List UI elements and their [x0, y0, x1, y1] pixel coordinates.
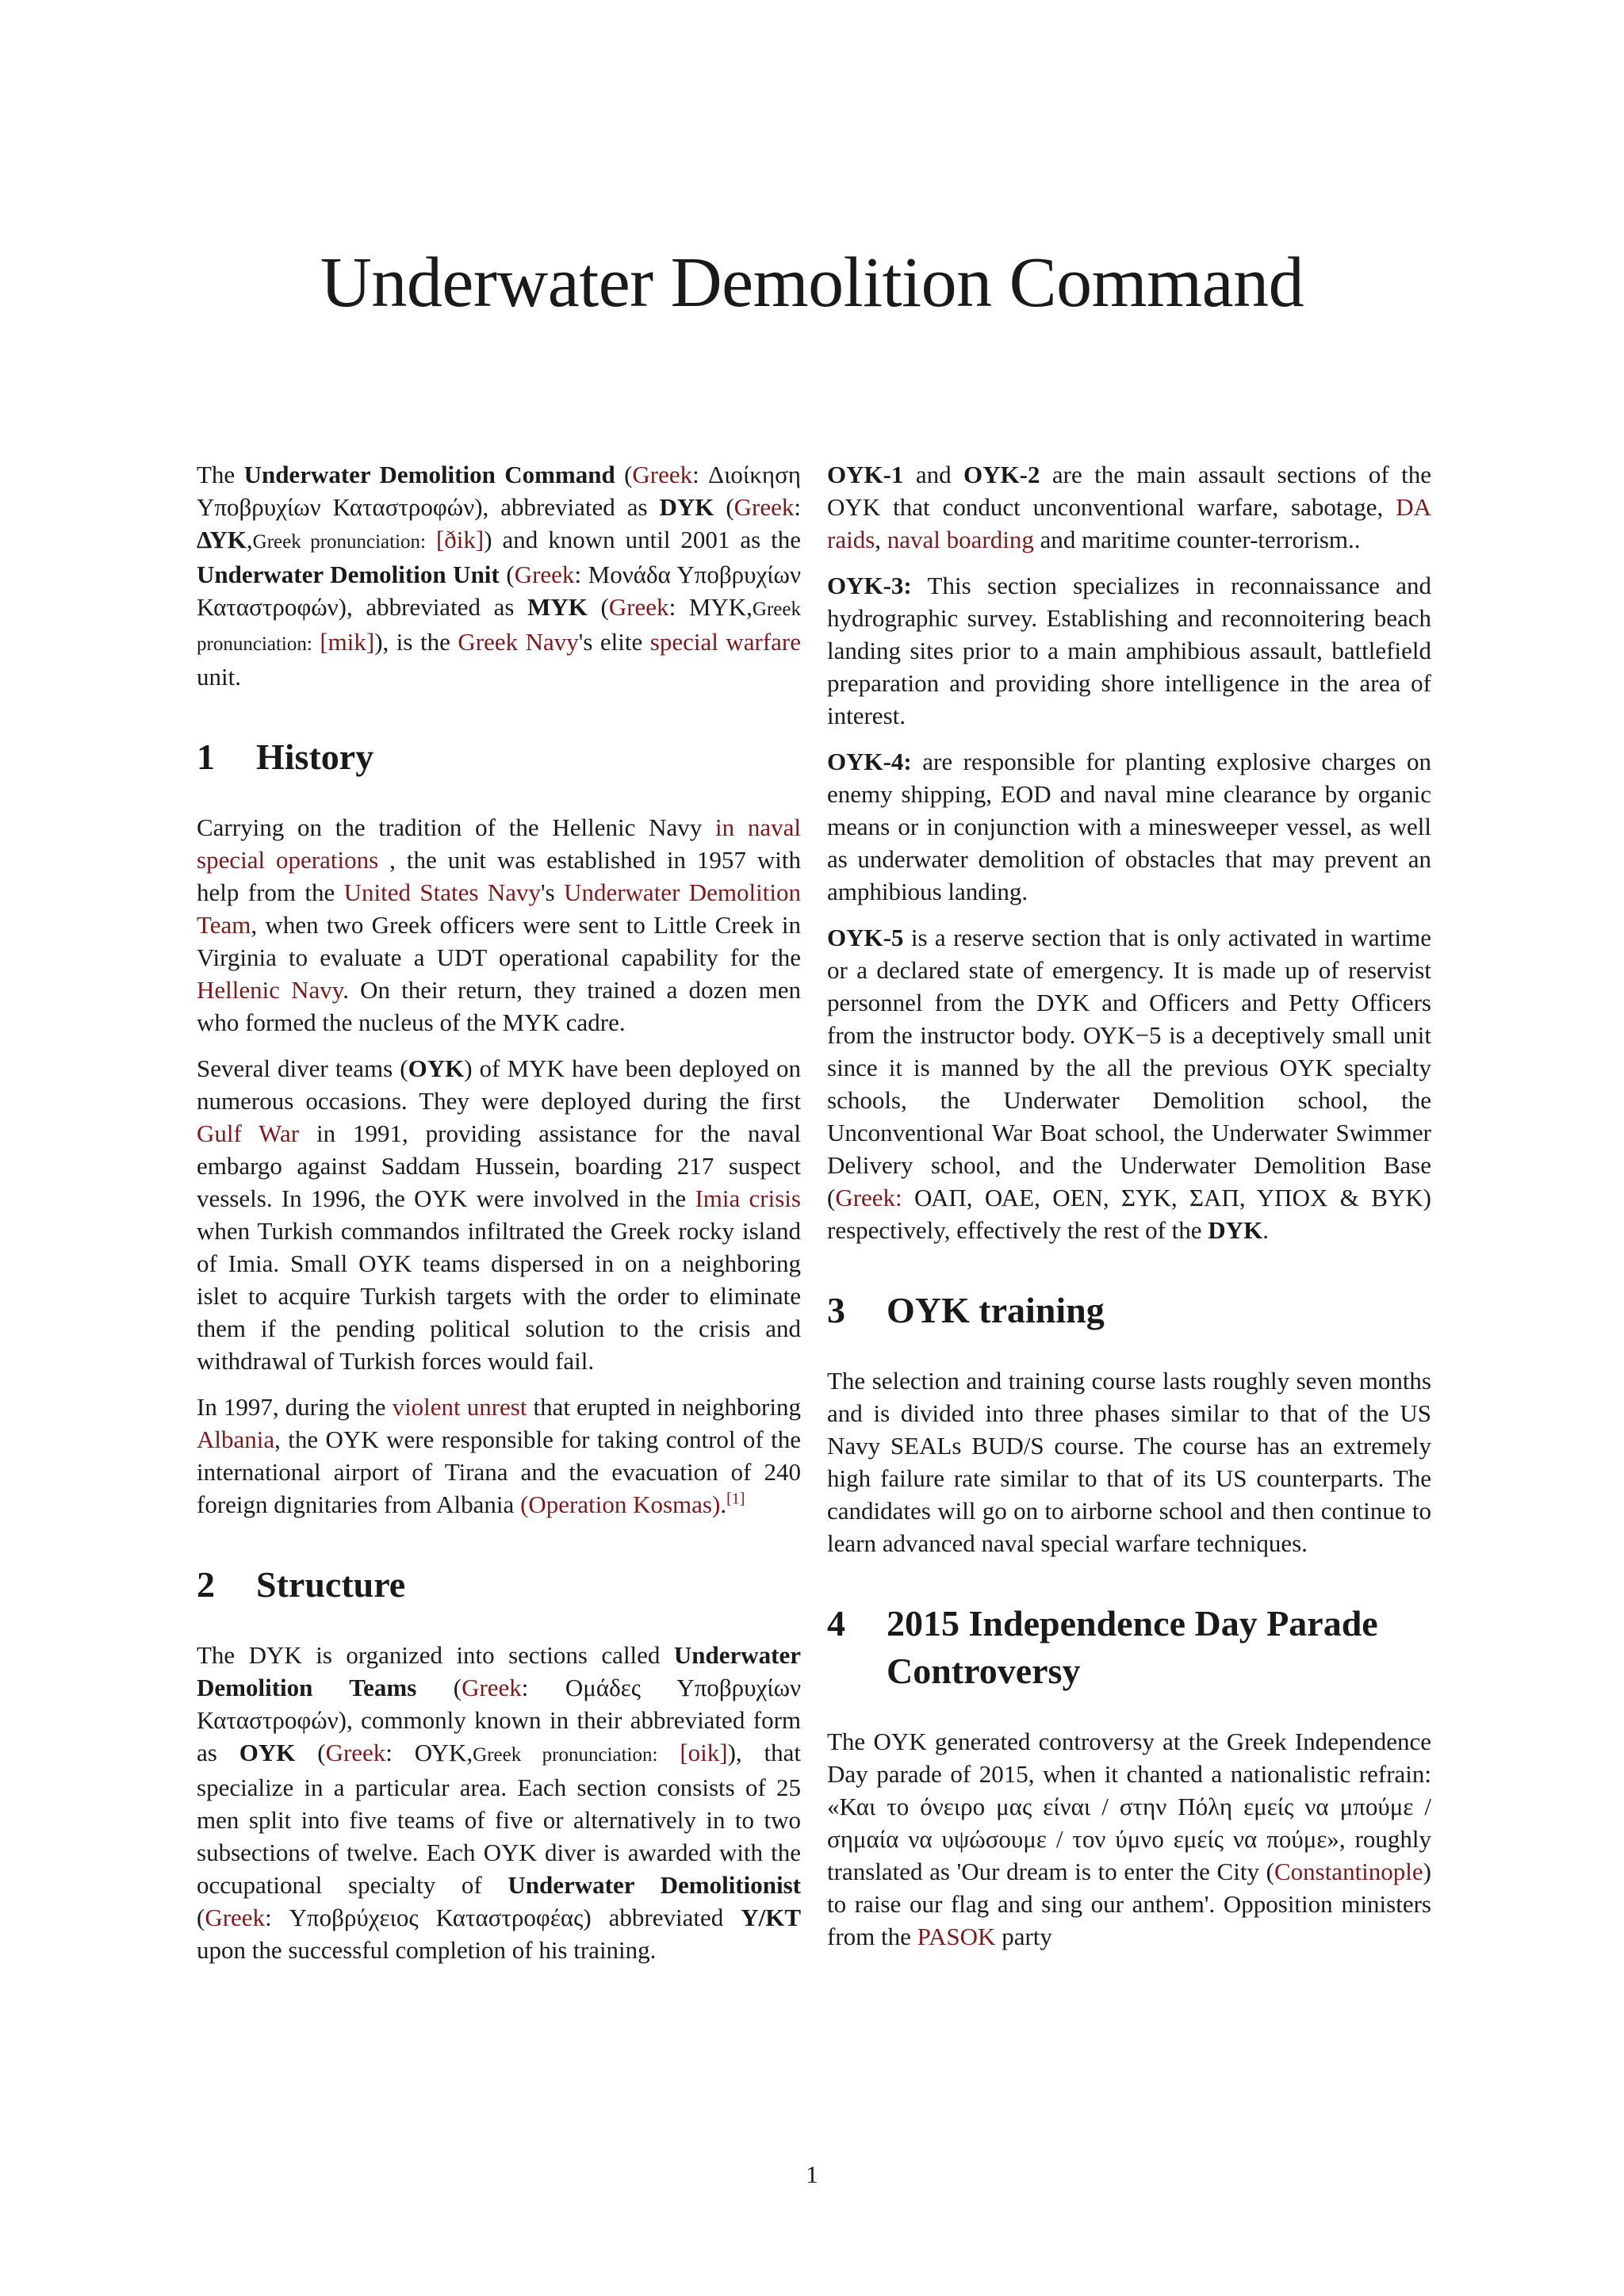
page-number: 1	[806, 2160, 818, 2188]
training-heading: 3 OYK training	[827, 1290, 1105, 1330]
training-paragraph: The selection and training course lasts roughly seven months and is divided into three phases similar to that of the US Navy SEALs BUD/S course. The course has an extremely high failure rate similar to that of its US counterparts. The candidates will go on to airborne school and then continue to learn advanced naval special warfare techniques.	[827, 1367, 1431, 1557]
greek-link[interactable]: Greek	[608, 593, 669, 621]
greek-navy-link[interactable]: Greek Navy	[458, 628, 579, 656]
greek-link[interactable]: Greek	[632, 461, 693, 488]
special-warfare-link[interactable]: special warfare	[649, 628, 801, 656]
greek-link[interactable]: Greek	[205, 1904, 266, 1931]
history-paragraph: In 1997, during the violent unrest that erupted in neighboring Albania, the OYK were responsible for taking control of the international airport of Tirana and the evacuation of 240 foreign dignitaries from Albania (Operation Kosmas).[1]	[197, 1393, 801, 1518]
section-paragraph: OYK-1 and OYK-2 are the main assault sections of the OYK that conduct unconventional warfare, sabotage, DA raids, naval boarding and maritime counter-terrorism..	[827, 461, 1431, 553]
reference-link[interactable]: [1]	[726, 1490, 745, 1508]
structure-paragraph: The DYK is organized into sections called Underwater Demolition Teams (Greek: Ομάδες Υποβρυχίων Καταστροφών), commonly known in their abbreviated form as OYK (Greek: ΟΥΚ,Greek pronunciation: [oik]), that specialize in a particular area. Each section consists of 25 men split into five teams of five or alternatively in to two subsections of twelve. Each OYK diver is awarded with the occupational specialty of Underwater Demolitionist (Greek: Υποβρύχειος Καταστροφέας) abbreviated Y/KT upon the successful completion of his training.	[197, 1641, 802, 1964]
ipa-link[interactable]: [oik]	[680, 1739, 728, 1766]
albania-link[interactable]: Albania	[197, 1425, 275, 1453]
left-column	[197, 458, 801, 1980]
structure-heading: 2 Structure	[197, 1564, 406, 1605]
history-paragraph: Carrying on the tradition of the Hellenic Navy in naval special operations , the unit was established in 1957 with help from the United States Navy's Underwater Demolition Team, when two Greek officers were sent to Little Creek in Virginia to evaluate a UDT operational capability for the Hellenic Navy. On their return, they trained a dozen men who formed the nucleus of the MYK cadre.	[197, 813, 802, 1036]
da-raids-link[interactable]: DA raids	[827, 493, 1431, 553]
naval-special-ops-link[interactable]: in naval special operations	[197, 813, 801, 874]
section-paragraph: OYK-4: are responsible for planting explosive charges on enemy shipping, EOD and naval mine clearance by organic means or in conjunction with a minesweeper vessel, as well as underwater demolition of obstacles that may prevent an amphibious landing.	[827, 748, 1431, 905]
greek-link[interactable]: Greek	[325, 1739, 386, 1766]
section-paragraph: OYK-5 is a reserve section that is only activated in wartime or a declared state of emergency. It is made up of reservist personnel from the DYK and Officers and Petty Officers from the instructor body. ΟΥΚ−5 is a deceptively small unit since it is manned by the all the previous OYK specialty schools, the Underwater Demolition school, the Unconventional War Boat school, the Underwater Swimmer Delivery school, and the Underwater Demolition Base (Greek: ΟΑΠ, ΟΑΕ, ΟΕΝ, ΣΥΚ, ΣΑΠ, ΥΠΟΧ & ΒΥΚ) respectively, effectively the rest of the DYK.	[827, 924, 1431, 1244]
violent-unrest-link[interactable]: violent unrest	[392, 1393, 527, 1421]
parade-heading: 4 2015 Independence Day Parade Controversy	[827, 1603, 1378, 1691]
udt-link[interactable]: Underwater Demolition Team	[197, 878, 801, 939]
history-paragraph: Several diver teams (OYK) of MYK have been deployed on numerous occasions. They were deployed during the first Gulf War in 1991, providing assistance for the naval embargo against Saddam Hussein, boarding 217 suspect vessels. In 1996, the OYK were involved in the Imia crisis when Turkish commandos infiltrated the Greek rocky island of Imia. Small OYK teams dispersed in on a neighboring islet to acquire Turkish targets with the order to eliminate them if the pending political solution to the crisis and withdrawal of Turkish forces would fail.	[197, 1054, 801, 1375]
greek-link[interactable]: Greek:	[835, 1184, 902, 1211]
operation-kosmas-link[interactable]: (Operation Kosmas)	[520, 1490, 721, 1518]
section-paragraph: OYK-3: This section specializes in reconnaissance and hydrographic survey. Establishing and reconnoitering beach landing sites prior to a main amphibious assault, battlefield preparation and providing shore intelligence in the area of interest.	[827, 572, 1431, 729]
naval-boarding-link[interactable]: naval boarding	[887, 526, 1034, 553]
history-heading: 1 History	[197, 737, 374, 777]
ipa-link[interactable]: [ðik]	[435, 526, 485, 553]
pasok-link[interactable]: PASOK	[917, 1923, 996, 1950]
greek-link[interactable]: Greek	[733, 493, 795, 521]
parade-paragraph: The OYK generated controversy at the Greek Independence Day parade of 2015, when it chanted a nationalistic refrain: «Και το όνειρο μας είναι / στην Πόλη εμείς να μπούμε / σημαία να υψώσουμε / τον ύμνο εμείς να πούμε», roughly translated as 'Our dream is to enter the City (Constantinople) to raise our flag and sing our anthem'. Opposition ministers from the PASOK party	[827, 1728, 1431, 1950]
ipa-link[interactable]: [mik]	[320, 628, 375, 656]
intro-paragraph: The Underwater Demolition Command (Greek: Διοίκηση Υποβρυχίων Καταστροφών), abbreviated as DYK (Greek: ΔΥΚ,Greek pronunciation: [ðik]) and known until 2001 as the Underwater Demolition Unit (Greek: Μονάδα Υποβρυχίων Καταστροφών), abbreviated as MYK (Greek: ΜΥΚ,Greek pronunciation: [mik]), is the Greek Navy's elite special warfare unit.	[197, 461, 802, 691]
us-navy-link[interactable]: United States Navy	[343, 878, 542, 906]
imia-crisis-link[interactable]: Imia crisis	[695, 1184, 801, 1212]
page-title: Underwater Demolition Command	[320, 243, 1304, 322]
greek-link[interactable]: Greek	[514, 561, 575, 588]
gulf-war-link[interactable]: Gulf War	[197, 1119, 300, 1147]
greek-link[interactable]: Greek	[462, 1674, 522, 1701]
constantinople-link[interactable]: Constantinople	[1274, 1858, 1423, 1885]
hellenic-navy-link[interactable]: Hellenic Navy	[197, 976, 343, 1004]
right-column	[827, 458, 1431, 1966]
